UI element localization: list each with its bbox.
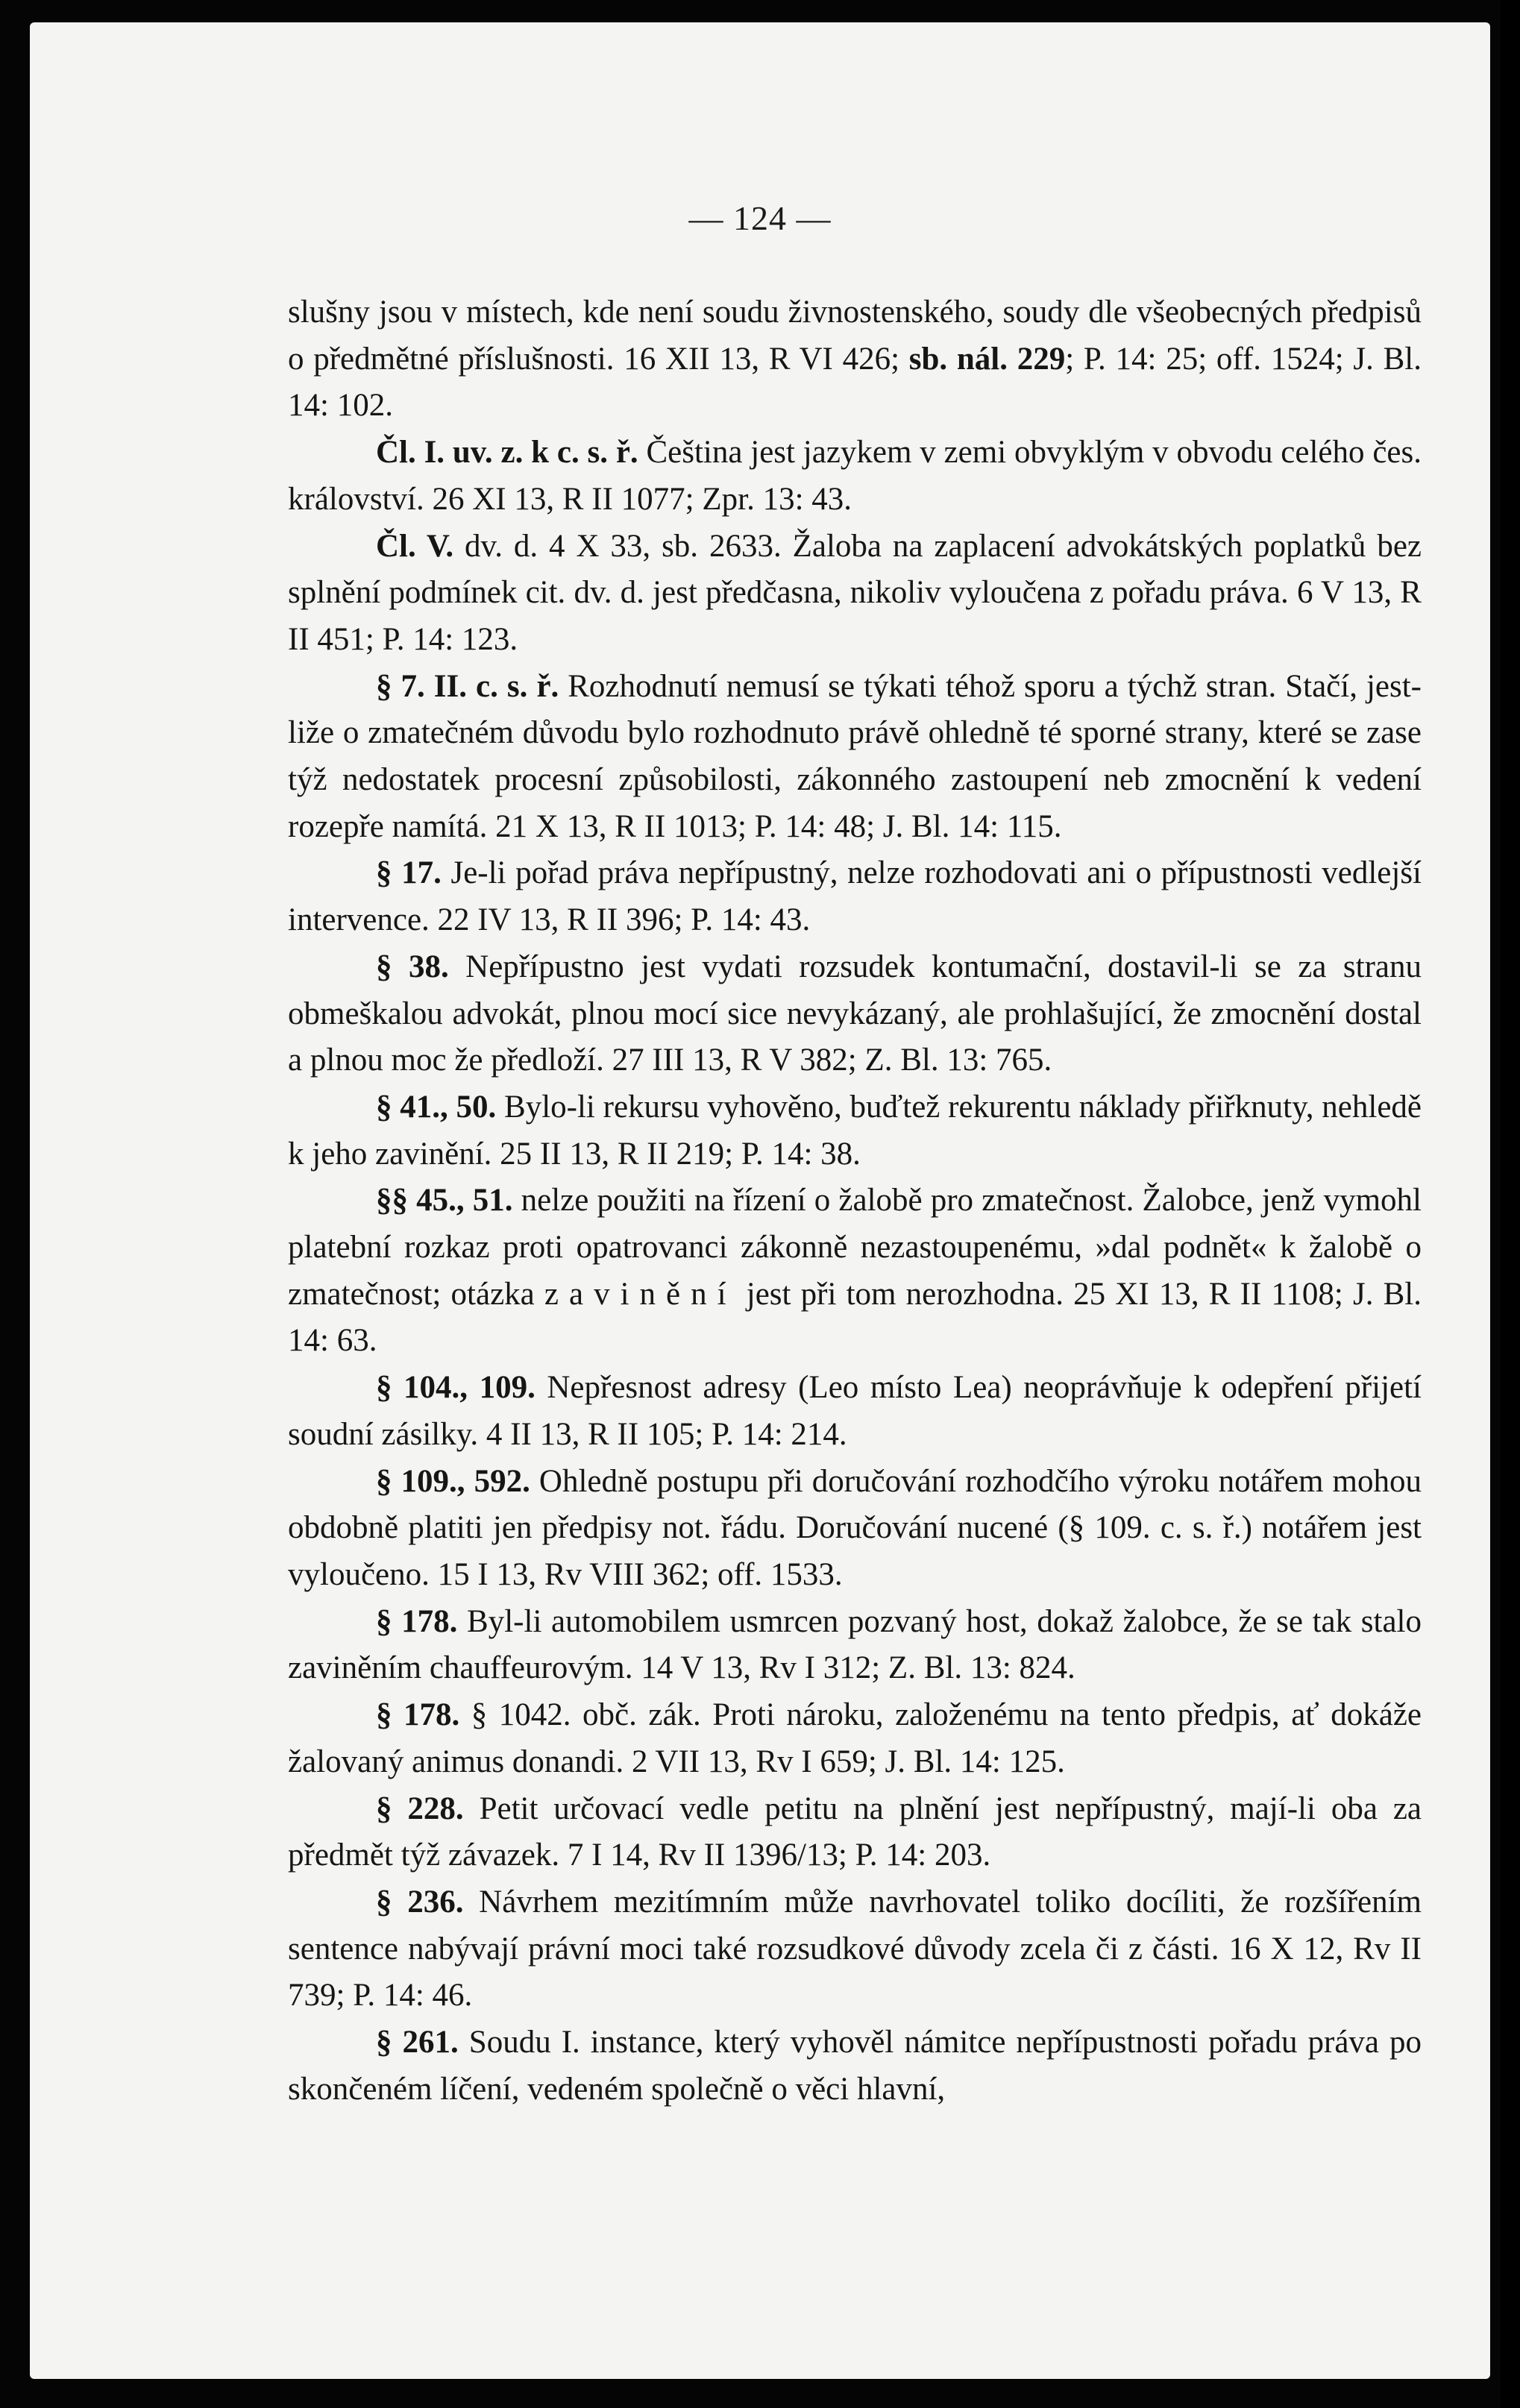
paragraph-text: Nepřípustno jest vydati rozsudek kontumační, dostavil-li se za stranu obmeškalou advokát, plnou mocí sice nevykázaný, ale prohlašující, že zmocnění dostal a plnou moc že předloží. 27 III 13, R V 382; Z. Bl. 13: 765. bbox=[288, 949, 1422, 1078]
paragraph bbox=[288, 850, 1422, 943]
paragraph bbox=[288, 1879, 1422, 2019]
paragraph bbox=[288, 2019, 1422, 2113]
paragraph-text: Soudu I. instance, který vyhověl námitce nepřípustnosti pořadu práva po skončeném líčení, vedeném společně o věci hlavní, bbox=[288, 2025, 1422, 2107]
paragraph bbox=[288, 289, 1422, 430]
paragraph-text: nelze použiti na řízení o žalobě pro zmatečnost. Žalobce, jenž vymohl platební rozkaz proti opatrovanci zákonně nezastoupenému, »dal podnět« k žalobě o zmatečnost; otázka bbox=[288, 1183, 1422, 1312]
section-reference: § 104., 109. bbox=[376, 1370, 536, 1406]
paragraph bbox=[288, 1692, 1422, 1785]
section-reference: § 7. II. c. s. ř. bbox=[376, 668, 559, 704]
section-reference: § 178. bbox=[376, 1603, 458, 1639]
paragraph-text: Nepřesnost adresy (Leo místo Lea) neoprávňuje k odepření přijetí soudní zásilky. 4 II 13, R II 105; P. 14: 214. bbox=[288, 1370, 1422, 1452]
paragraph bbox=[288, 524, 1422, 664]
paragraph-text: Čeština jest jazykem v zemi obvyklým v obvodu celého čes. království. 26 XI 13, R II 1077; Zpr. 13: 43. bbox=[288, 435, 1422, 517]
paragraph bbox=[288, 430, 1422, 523]
paragraph-text: Návrhem mezitímním může navrhovatel toliko docíliti, že rozšířením sentence nabývají právní moci také rozsudkové důvody zcela či z části. 16 X 12, Rv II 739; P. 14: 46. bbox=[288, 1884, 1422, 2014]
paragraph-text: jest při tom nerozhodna. 25 XI 13, R II 1108; J. Bl. 14: 63. bbox=[288, 1276, 1422, 1359]
paragraph bbox=[288, 944, 1422, 1084]
section-reference: § 17. bbox=[376, 855, 442, 891]
paragraph-text: dv. d. 4 X 33, sb. 2633. Žaloba na zaplacení advokátských poplatků bez splnění podmínek cit. dv. d. jest předčasna, nikoliv vyloučena z pořadu práva. 6 V 13, R II 451; P. 14: 123. bbox=[288, 528, 1422, 657]
paragraph-text bbox=[1008, 342, 1017, 377]
paragraph bbox=[288, 664, 1422, 851]
paragraph bbox=[288, 1459, 1422, 1599]
paragraph-text: Ohledně postupu při doručování rozhodčího výroku notářem mohou obdobně platiti jen předpisy not. řádu. Doručování nucené (§ 109. c. s. ř.) notářem jest vyloučeno. 15 I 13, Rv VIII 362; off. 1533. bbox=[288, 1463, 1422, 1592]
paragraph-text: slušny jsou v místech, kde není soudu živnostenského, soudy dle všeobecných předpisů o předmětné příslušnosti. 16 XII 13, R VI 426; bbox=[288, 295, 1422, 377]
paragraph-text: Bylo-li rekursu vyhověno, buďtež rekurentu náklady přiřknuty, nehledě k jeho zavinění. 25 II 13, R II 219; P. 14: 38. bbox=[288, 1089, 1422, 1172]
paragraph bbox=[288, 1599, 1422, 1692]
paragraph bbox=[288, 1786, 1422, 1879]
section-reference: § 41., 50. bbox=[376, 1089, 497, 1125]
scan-edge bbox=[1501, 0, 1520, 2408]
paragraph bbox=[288, 1084, 1422, 1178]
section-reference: § 109., 592. bbox=[376, 1463, 530, 1499]
paragraph bbox=[288, 1365, 1422, 1458]
section-reference: sb. nál. bbox=[908, 341, 1008, 377]
paragraph-text: Petit určovací vedle petitu na plnění jest nepřípustný, mají-li oba za předmět týž závazek. 7 I 14, Rv II 1396/13; P. 14: 203. bbox=[288, 1791, 1422, 1873]
spaced-emphasis: zavinění bbox=[544, 1276, 737, 1312]
section-reference: § 38. bbox=[376, 949, 449, 984]
paragraph bbox=[288, 1178, 1422, 1365]
section-reference: Čl. I. uv. z. k c. s. ř. bbox=[376, 435, 638, 471]
paragraph-text: Byl-li automobilem usmrcen pozvaný host, dokaž žalobce, že se tak stalo zaviněním chauffeurovým. 14 V 13, Rv I 312; Z. Bl. 13: 824. bbox=[288, 1603, 1422, 1686]
paragraph-text: ; P. 14: 25; off. 1524; J. Bl. 14: 102. bbox=[288, 341, 1422, 424]
section-reference: § 178. bbox=[376, 1697, 460, 1733]
section-reference: § 261. bbox=[376, 2025, 459, 2060]
section-reference: §§ 45., 51. bbox=[376, 1183, 513, 1219]
section-reference: § 228. bbox=[376, 1791, 464, 1826]
paragraph-text: Rozhodnutí nemusí se týkati téhož sporu a týchž stran. Stačí, jest-liže o zmatečném důvodu bylo rozhodnuto právě ohledně té sporné strany, které se zase týž nedostatek procesní způsobilosti, zákonného zastoupení neb zmocnění k vedení rozepře namítá. 21 X 13, R II 1013; P. 14: 48; J. Bl. 14: 115. bbox=[288, 668, 1422, 844]
section-reference: Čl. V. bbox=[376, 528, 454, 564]
paragraph-text: § 1042. obč. zák. Proti nároku, založenému na tento předpis, ať dokáže žalovaný animus donandi. 2 VII 13, Rv I 659; J. Bl. 14: 125. bbox=[288, 1697, 1422, 1779]
section-reference: 229 bbox=[1017, 341, 1066, 377]
paragraph-text: Je-li pořad práva nepřípustný, nelze rozhodovati ani o přípustnosti vedlejší intervence. 22 IV 13, R II 396; P. 14: 43. bbox=[288, 855, 1422, 938]
body-text bbox=[288, 289, 1422, 2113]
page-number: — 124 — bbox=[688, 199, 832, 237]
section-reference: § 236. bbox=[376, 1884, 464, 1920]
